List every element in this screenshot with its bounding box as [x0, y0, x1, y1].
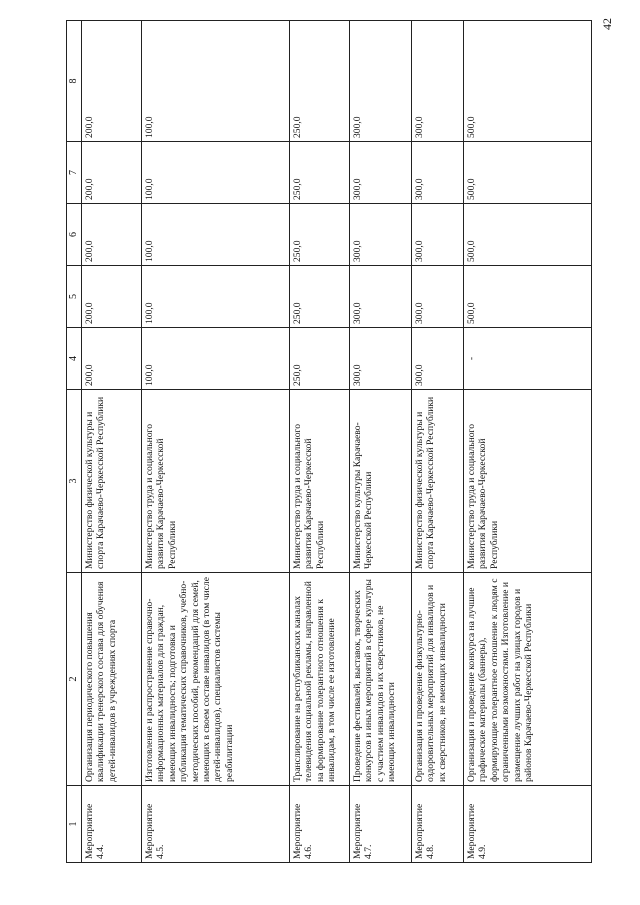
header-row: [67, 21, 82, 863]
row-value-5: 300,0: [350, 266, 412, 328]
row-value-5: 500,0: [464, 266, 592, 328]
row-value-6: 300,0: [412, 204, 464, 266]
row-value-7: 500,0: [464, 142, 592, 204]
row-value-7: 100,0: [142, 142, 290, 204]
table-row: [82, 21, 142, 863]
row-text: Проведение фестивалей, выставок, творческих конкурсов и иных мероприятий в сфере культуры с участием инвалидов и их сверстников, не имеющих инвалидности: [350, 573, 412, 786]
row-value-6: 500,0: [464, 204, 592, 266]
table-row: [412, 21, 464, 863]
row-ministry: Министерство труда и социального развития Карачаево-Черкесской Республики: [142, 390, 290, 573]
rotated-table-container: [66, 61, 604, 863]
row-value-8: 250,0: [290, 21, 350, 142]
row-value-8: 100,0: [142, 21, 290, 142]
col-header-8: 8: [67, 21, 82, 142]
page-number: 42: [600, 18, 614, 30]
row-value-8: 500,0: [464, 21, 592, 142]
row-value-4: 250,0: [290, 328, 350, 390]
row-value-4: 300,0: [350, 328, 412, 390]
row-value-7: 250,0: [290, 142, 350, 204]
row-text: Организация периодического повышения квалификации тренерского состава для обучения детей-инвалидов в учреждениях спорта: [82, 573, 142, 786]
col-header-1: 1: [67, 786, 82, 863]
row-ministry: Министерство культуры Карачаево-Черкесской Республики: [350, 390, 412, 573]
table-row: [464, 21, 592, 863]
table-row: [142, 21, 290, 863]
col-header-3: 3: [67, 390, 82, 573]
row-id: Мероприятие 4.5.: [142, 786, 290, 863]
row-value-5: 300,0: [412, 266, 464, 328]
row-id: Мероприятие 4.8.: [412, 786, 464, 863]
row-ministry: Министерство труда и социального развития Карачаево-Черкесской Республики: [290, 390, 350, 573]
row-value-8: 300,0: [412, 21, 464, 142]
row-text: Изготовление и распространение справочно-информационных материалов для граждан, имеющих инвалидность; подготовка и публикация тематических справочников, учебно-методических пособий, рекомендаций для семей, имеющих в своем составе инвалидов (в том числе детей-инвалидов), специалистов системы реабилитации: [142, 573, 290, 786]
row-id: Мероприятие 4.7.: [350, 786, 412, 863]
row-value-4: 100,0: [142, 328, 290, 390]
row-value-7: 300,0: [412, 142, 464, 204]
row-value-6: 100,0: [142, 204, 290, 266]
row-value-4: 200,0: [82, 328, 142, 390]
col-header-7: 7: [67, 142, 82, 204]
col-header-5: 5: [67, 266, 82, 328]
row-id: Мероприятие 4.9.: [464, 786, 592, 863]
row-value-4: -: [464, 328, 592, 390]
row-value-5: 200,0: [82, 266, 142, 328]
row-value-7: 300,0: [350, 142, 412, 204]
col-header-6: 6: [67, 204, 82, 266]
table-row: [290, 21, 350, 863]
row-value-6: 200,0: [82, 204, 142, 266]
row-text: Транслирование на республиканских каналах телевидения социальной рекламы, направленной на формирование толерантного отношения к инвалидам, в том числе ее изготовление: [290, 573, 350, 786]
row-text: Организация и проведение конкурса на лучшие графические материалы (баннеры), формирующие толерантное отношение к людям с ограниченными возможностями. Изготовление и размещение лучших работ на улицах городов и районов Карачаево-Черкесской Республики: [464, 573, 592, 786]
row-ministry: Министерство физической культуры и спорта Карачаево-Черкесской Республики: [412, 390, 464, 573]
row-ministry: Министерство физической культуры и спорта Карачаево-Черкесской Республики: [82, 390, 142, 573]
row-value-4: 300,0: [412, 328, 464, 390]
row-value-6: 250,0: [290, 204, 350, 266]
row-id: Мероприятие 4.4.: [82, 786, 142, 863]
table-row: [350, 21, 412, 863]
col-header-2: 2: [67, 573, 82, 786]
col-header-4: 4: [67, 328, 82, 390]
row-ministry: Министерство труда и социального развития Карачаево-Черкесской Республики: [464, 390, 592, 573]
program-table: [66, 20, 592, 863]
row-value-6: 300,0: [350, 204, 412, 266]
row-value-8: 200,0: [82, 21, 142, 142]
row-id: Мероприятие 4.6.: [290, 786, 350, 863]
row-value-8: 300,0: [350, 21, 412, 142]
row-text: Организация и проведение физкультурно-оздоровительных мероприятий для инвалидов и их сверстников, не имеющих инвалидности: [412, 573, 464, 786]
row-value-5: 250,0: [290, 266, 350, 328]
row-value-5: 100,0: [142, 266, 290, 328]
row-value-7: 200,0: [82, 142, 142, 204]
